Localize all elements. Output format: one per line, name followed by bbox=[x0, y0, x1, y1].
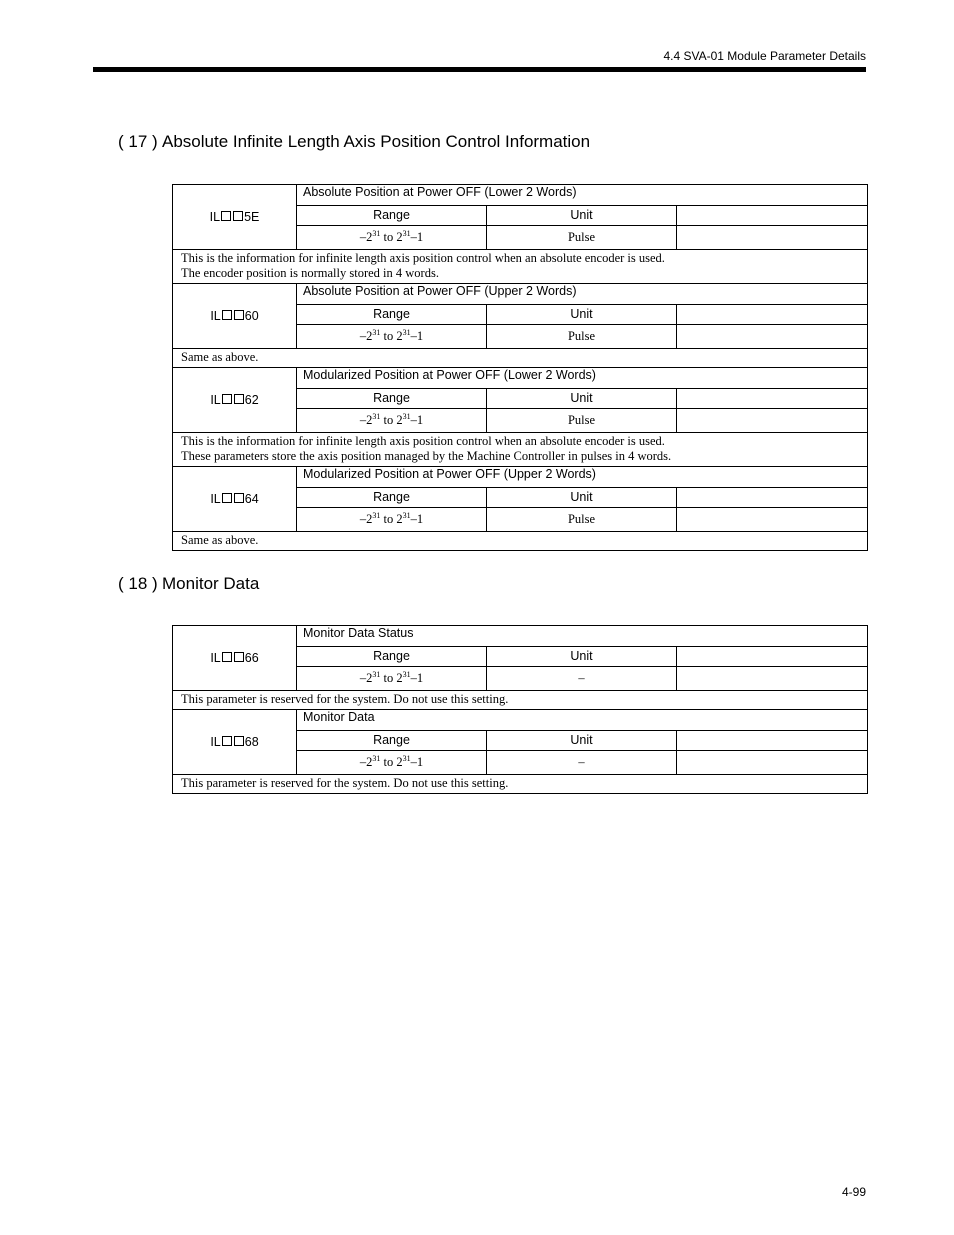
description-line: Same as above. bbox=[181, 350, 259, 364]
range-exponent: 31 bbox=[372, 228, 381, 238]
range-value bbox=[297, 667, 487, 691]
placeholder-box-icon bbox=[234, 310, 244, 320]
register-prefix: IL bbox=[210, 392, 221, 407]
register-suffix: 62 bbox=[244, 392, 259, 407]
section-18-title: Monitor Data bbox=[162, 574, 260, 593]
parameter-description bbox=[173, 433, 868, 467]
unit-value: Pulse bbox=[487, 325, 677, 349]
placeholder-box-icon bbox=[222, 310, 232, 320]
description-line: This parameter is reserved for the system. Do not use this setting. bbox=[181, 692, 509, 706]
parameter-description bbox=[173, 349, 868, 368]
range-value bbox=[297, 751, 487, 775]
range-base: –2 bbox=[359, 413, 373, 427]
blank-header-cell bbox=[677, 731, 868, 751]
section-18-heading bbox=[118, 574, 259, 594]
parameter-description bbox=[173, 775, 868, 794]
blank-value-cell bbox=[677, 409, 868, 433]
unit-value: Pulse bbox=[487, 226, 677, 250]
register-suffix: 5E bbox=[244, 209, 260, 224]
blank-header-cell bbox=[677, 488, 868, 508]
description-line: This parameter is reserved for the system. Do not use this setting. bbox=[181, 776, 509, 790]
range-to: to 2 bbox=[380, 413, 403, 427]
register-suffix: 66 bbox=[244, 650, 259, 665]
register-cell bbox=[173, 467, 297, 532]
placeholder-box-icon bbox=[222, 736, 232, 746]
page-number: 4-99 bbox=[841, 1185, 866, 1199]
range-exponent: 31 bbox=[372, 753, 381, 763]
range-base: –2 bbox=[359, 755, 373, 769]
param-name-row bbox=[173, 284, 868, 305]
register-prefix: IL bbox=[210, 491, 221, 506]
range-exponent-upper: 31 bbox=[402, 228, 411, 238]
blank-value-cell bbox=[677, 751, 868, 775]
header-section-reference: 4.4 SVA-01 Module Parameter Details bbox=[663, 49, 866, 63]
range-value bbox=[297, 409, 487, 433]
unit-value: Pulse bbox=[487, 508, 677, 532]
parameter-name: Modularized Position at Power OFF (Upper 2 Words) bbox=[297, 467, 868, 488]
parameter-name: Monitor Data bbox=[297, 710, 868, 731]
parameter-name: Monitor Data Status bbox=[297, 626, 868, 647]
unit-header: Unit bbox=[487, 647, 677, 667]
header-rule bbox=[93, 67, 866, 72]
blank-header-cell bbox=[677, 389, 868, 409]
unit-header: Unit bbox=[487, 305, 677, 325]
blank-header-cell bbox=[677, 305, 868, 325]
param-name-row bbox=[173, 368, 868, 389]
param-name-row bbox=[173, 467, 868, 488]
section-17-title: Absolute Infinite Length Axis Position Control Information bbox=[162, 132, 591, 151]
range-tail: –1 bbox=[410, 671, 424, 685]
placeholder-box-icon bbox=[234, 652, 244, 662]
description-line: These parameters store the axis position managed by the Machine Controller in pulses in 4 words. bbox=[181, 449, 672, 463]
parameter-name: Absolute Position at Power OFF (Upper 2 Words) bbox=[297, 284, 868, 305]
range-header: Range bbox=[297, 647, 487, 667]
blank-value-cell bbox=[677, 226, 868, 250]
range-exponent-upper: 31 bbox=[402, 753, 411, 763]
param-name-row bbox=[173, 185, 868, 206]
parameter-name: Modularized Position at Power OFF (Lower 2 Words) bbox=[297, 368, 868, 389]
range-header: Range bbox=[297, 305, 487, 325]
placeholder-box-icon bbox=[222, 394, 232, 404]
register-cell bbox=[173, 284, 297, 349]
unit-header: Unit bbox=[487, 389, 677, 409]
range-tail: –1 bbox=[410, 230, 424, 244]
param-description-row bbox=[173, 691, 868, 710]
range-exponent: 31 bbox=[372, 510, 381, 520]
register-suffix: 64 bbox=[244, 491, 259, 506]
range-to: to 2 bbox=[380, 329, 403, 343]
description-line: This is the information for infinite length axis position control when an absolute encoder is used. bbox=[181, 251, 665, 265]
parameter-description bbox=[173, 250, 868, 284]
placeholder-box-icon bbox=[221, 211, 231, 221]
unit-value: – bbox=[487, 667, 677, 691]
register-suffix: 68 bbox=[244, 734, 259, 749]
range-exponent-upper: 31 bbox=[402, 669, 411, 679]
description-line: This is the information for infinite length axis position control when an absolute encoder is used. bbox=[181, 434, 665, 448]
range-exponent: 31 bbox=[372, 327, 381, 337]
placeholder-box-icon bbox=[234, 493, 244, 503]
unit-value: Pulse bbox=[487, 409, 677, 433]
range-header: Range bbox=[297, 488, 487, 508]
range-exponent: 31 bbox=[372, 669, 381, 679]
range-exponent: 31 bbox=[372, 411, 381, 421]
description-line: Same as above. bbox=[181, 533, 259, 547]
range-exponent-upper: 31 bbox=[402, 510, 411, 520]
param-description-row bbox=[173, 433, 868, 467]
range-exponent-upper: 31 bbox=[402, 327, 411, 337]
range-header: Range bbox=[297, 731, 487, 751]
param-description-row bbox=[173, 250, 868, 284]
parameter-description bbox=[173, 691, 868, 710]
range-value bbox=[297, 226, 487, 250]
range-tail: –1 bbox=[410, 413, 424, 427]
range-to: to 2 bbox=[380, 512, 403, 526]
section-18-number: ( 18 ) bbox=[118, 574, 158, 593]
param-description-row bbox=[173, 775, 868, 794]
unit-value: – bbox=[487, 751, 677, 775]
range-to: to 2 bbox=[380, 755, 403, 769]
range-base: –2 bbox=[359, 230, 373, 244]
section-17-number: ( 17 ) bbox=[118, 132, 158, 151]
register-cell bbox=[173, 710, 297, 775]
param-name-row bbox=[173, 626, 868, 647]
range-base: –2 bbox=[359, 329, 373, 343]
range-value bbox=[297, 508, 487, 532]
register-cell bbox=[173, 185, 297, 250]
param-description-row bbox=[173, 532, 868, 551]
placeholder-box-icon bbox=[222, 652, 232, 662]
register-suffix: 60 bbox=[244, 308, 259, 323]
register-prefix: IL bbox=[209, 209, 221, 224]
range-base: –2 bbox=[359, 512, 373, 526]
range-to: to 2 bbox=[380, 230, 403, 244]
section-18-parameter-table bbox=[172, 625, 868, 794]
unit-header: Unit bbox=[487, 731, 677, 751]
parameter-name: Absolute Position at Power OFF (Lower 2 Words) bbox=[297, 185, 868, 206]
parameter-description bbox=[173, 532, 868, 551]
range-tail: –1 bbox=[410, 512, 424, 526]
range-header: Range bbox=[297, 389, 487, 409]
placeholder-box-icon bbox=[222, 493, 232, 503]
register-cell bbox=[173, 626, 297, 691]
register-cell bbox=[173, 368, 297, 433]
unit-header: Unit bbox=[487, 206, 677, 226]
section-17-parameter-table bbox=[172, 184, 868, 551]
placeholder-box-icon bbox=[234, 736, 244, 746]
section-17-heading bbox=[118, 132, 590, 152]
range-tail: –1 bbox=[410, 755, 424, 769]
range-header: Range bbox=[297, 206, 487, 226]
register-prefix: IL bbox=[210, 308, 221, 323]
range-to: to 2 bbox=[380, 671, 403, 685]
blank-value-cell bbox=[677, 667, 868, 691]
blank-header-cell bbox=[677, 647, 868, 667]
blank-value-cell bbox=[677, 508, 868, 532]
range-base: –2 bbox=[359, 671, 373, 685]
range-exponent-upper: 31 bbox=[402, 411, 411, 421]
description-line: The encoder position is normally stored in 4 words. bbox=[181, 266, 439, 280]
param-name-row bbox=[173, 710, 868, 731]
unit-header: Unit bbox=[487, 488, 677, 508]
register-prefix: IL bbox=[210, 650, 221, 665]
blank-header-cell bbox=[677, 206, 868, 226]
range-value bbox=[297, 325, 487, 349]
blank-value-cell bbox=[677, 325, 868, 349]
param-description-row bbox=[173, 349, 868, 368]
register-prefix: IL bbox=[210, 734, 221, 749]
placeholder-box-icon bbox=[233, 211, 243, 221]
range-tail: –1 bbox=[410, 329, 424, 343]
placeholder-box-icon bbox=[234, 394, 244, 404]
